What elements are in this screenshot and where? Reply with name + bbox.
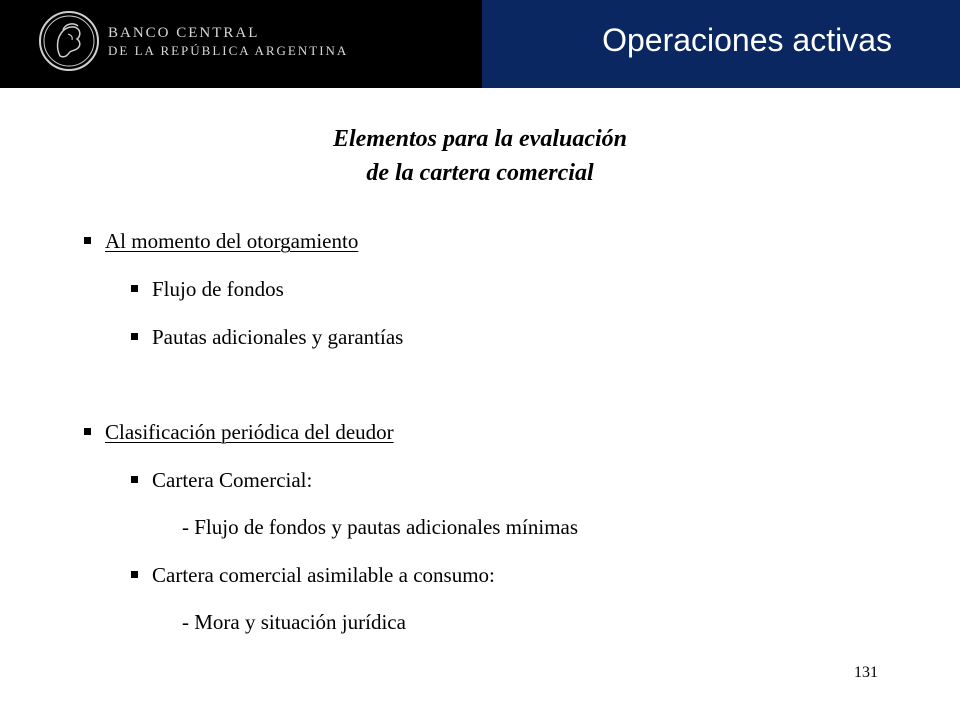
header-logo-area	[0, 0, 482, 88]
bullet-square-icon	[131, 571, 138, 578]
bullet-square-icon	[131, 476, 138, 483]
bullet-square-icon	[131, 333, 138, 340]
list-item-label: Flujo de fondos	[152, 277, 284, 301]
list-item-label: Cartera Comercial:	[152, 468, 313, 492]
page-number: 131	[854, 664, 878, 681]
slide-title-line2: de la cartera comercial	[366, 160, 594, 186]
list-item-detail	[182, 514, 578, 540]
logo-line1: BANCO CENTRAL	[108, 25, 260, 41]
bullet-square-icon	[84, 237, 91, 244]
list-item	[131, 562, 495, 588]
list-item-detail	[182, 609, 406, 635]
bank-logo-text	[108, 24, 348, 60]
list-item-label: - Mora y situación jurídica	[182, 610, 406, 634]
list-item-label: - Flujo de fondos y pautas adicionales mínimas	[182, 515, 579, 539]
slide-title-line1: Elementos para la evaluación	[333, 126, 627, 152]
list-item-label: Al momento del otorgamiento	[105, 229, 359, 253]
slide-title	[0, 122, 960, 190]
list-item-label: Pautas adicionales y garantías	[152, 325, 404, 349]
list-item	[131, 324, 403, 350]
bullet-square-icon	[131, 285, 138, 292]
logo-line2: DE LA REPÚBLICA ARGENTINA	[108, 43, 349, 58]
list-item-label: Cartera comercial asimilable a consumo:	[152, 563, 495, 587]
list-item	[131, 467, 312, 493]
list-item	[84, 419, 394, 445]
list-item-label: Clasificación periódica del deudor	[105, 420, 394, 444]
list-item	[131, 276, 284, 302]
header-title: Operaciones activas	[602, 22, 892, 58]
republic-seal-icon	[38, 10, 100, 72]
bullet-square-icon	[84, 428, 91, 435]
list-item	[84, 228, 358, 254]
